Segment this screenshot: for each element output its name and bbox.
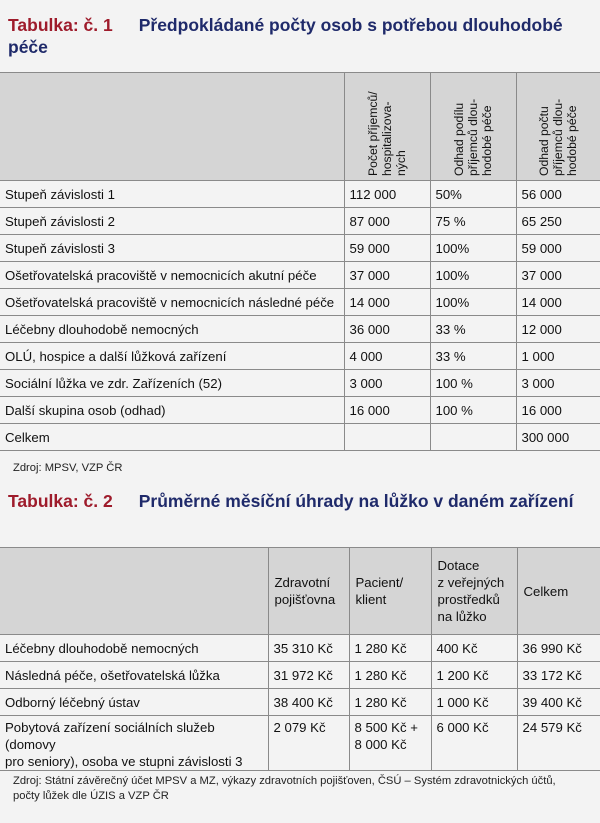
table2-cell: 39 400 Kč [517,689,600,716]
table1-row [0,235,600,262]
table2-cell: 2 079 Kč [268,716,349,771]
table2-cell: 35 310 Kč [268,635,349,662]
table1-cell: 14 000 [516,289,600,316]
table1-cell: 1 000 [516,343,600,370]
table2-header-cell: Pacient/ klient [349,548,431,635]
table1-header-row [0,73,600,181]
table1-row [0,262,600,289]
table1-cell: 100% [430,289,516,316]
table1-cell: 59 000 [516,235,600,262]
table1-cell: 300 000 [516,424,600,451]
table2 [0,547,600,771]
table2-title-text: Průměrné měsíční úhrady na lůžko v daném zařízení [138,491,574,511]
table1-cell: 12 000 [516,316,600,343]
table1-cell: 100% [430,262,516,289]
table2-cell: 33 172 Kč [517,662,600,689]
table1-header-cell: Odhad podílu příjemců dlou- hodobé péče [430,73,516,181]
table1-cell: 4 000 [344,343,430,370]
table1-cell: 56 000 [516,181,600,208]
table2-row [0,716,600,771]
table1-header-empty [0,73,344,181]
table1-row [0,343,600,370]
table2-title [8,490,593,512]
table1-row-label: OLÚ, hospice a další lůžková zařízení [0,343,344,370]
table1-source: Zdroj: MPSV, VZP ČR [13,462,123,474]
table1-cell: 36 000 [344,316,430,343]
table2-row-label: Léčebny dlouhodobě nemocných [0,635,268,662]
table1-header-cell: Odhad počtu příjemců dlou- hodobé péče [516,73,600,181]
table1-title-text: Předpokládané počty osob s potřebou dlouhodobé péče [8,15,563,57]
table2-cell: 1 280 Kč [349,662,431,689]
table1-cell: 100 % [430,370,516,397]
table2-cell: 36 990 Kč [517,635,600,662]
table2-cell: 31 972 Kč [268,662,349,689]
table1-cell: 16 000 [516,397,600,424]
table1-cell: 33 % [430,316,516,343]
table2-header-cell: Dotace z veřejných prostředků na lůžko [431,548,517,635]
table2-row-label: Pobytová zařízení sociálních služeb (domovy pro seniory), osoba ve stupni závislosti 3 [0,716,268,771]
table1-row-label: Ošetřovatelská pracoviště v nemocnicích následné péče [0,289,344,316]
table2-header-row [0,548,600,635]
table1-cell: 37 000 [344,262,430,289]
table2-source-line1: Zdroj: Státní závěrečný účet MPSV a MZ, výkazy zdravotních pojišťoven, ČSÚ – Systém zdravotnických účtů, [13,775,556,787]
table2-cell: 1 200 Kč [431,662,517,689]
table1-cell: 112 000 [344,181,430,208]
table2-number: Tabulka: č. 2 [8,491,113,511]
table1-row [0,316,600,343]
table1-number: Tabulka: č. 1 [8,15,113,35]
table1-row-label: Ošetřovatelská pracoviště v nemocnicích akutní péče [0,262,344,289]
table1-row-label: Celkem [0,424,344,451]
table1-row [0,181,600,208]
table1-row-label: Léčebny dlouhodobě nemocných [0,316,344,343]
table1-row [0,289,600,316]
table1-cell: 3 000 [516,370,600,397]
table2-row-label: Následná péče, ošetřovatelská lůžka [0,662,268,689]
table2-row-label: Odborný léčebný ústav [0,689,268,716]
table2-source [13,774,556,804]
table2-cell: 8 500 Kč + 8 000 Kč [349,716,431,771]
table1-cell [344,424,430,451]
table1-row-label: Stupeň závislosti 2 [0,208,344,235]
table1-row [0,424,600,451]
table1-row-label: Stupeň závislosti 1 [0,181,344,208]
table1-row-label: Stupeň závislosti 3 [0,235,344,262]
table1-row-label: Další skupina osob (odhad) [0,397,344,424]
table2-cell: 1 280 Kč [349,689,431,716]
table1-cell [430,424,516,451]
table1-cell: 3 000 [344,370,430,397]
table1-cell: 33 % [430,343,516,370]
table1-cell: 50% [430,181,516,208]
table1 [0,72,600,451]
table2-cell: 1 000 Kč [431,689,517,716]
table2-cell: 1 280 Kč [349,635,431,662]
table1-row [0,208,600,235]
table2-row [0,662,600,689]
table1-cell: 16 000 [344,397,430,424]
table2-cell: 400 Kč [431,635,517,662]
table1-cell: 14 000 [344,289,430,316]
table2-cell: 38 400 Kč [268,689,349,716]
table1-title [8,14,593,58]
table1-cell: 100% [430,235,516,262]
table1-cell: 87 000 [344,208,430,235]
table2-row [0,689,600,716]
table2-cell: 24 579 Kč [517,716,600,771]
table1-cell: 59 000 [344,235,430,262]
table2-header-cell: Zdravotní pojišťovna [268,548,349,635]
table2-source-line2: počty lůžek dle ÚZIS a VZP ČR [13,790,169,802]
table2-header-empty [0,548,268,635]
table1-header-cell: Počet příjemců/ hospitalizova- ných [344,73,430,181]
table2-header-cell: Celkem [517,548,600,635]
table2-row [0,635,600,662]
table1-cell: 75 % [430,208,516,235]
table1-row [0,397,600,424]
table1-cell: 37 000 [516,262,600,289]
table1-row-label: Sociální lůžka ve zdr. Zařízeních (52) [0,370,344,397]
table1-cell: 65 250 [516,208,600,235]
table1-row [0,370,600,397]
table1-cell: 100 % [430,397,516,424]
table2-cell: 6 000 Kč [431,716,517,771]
